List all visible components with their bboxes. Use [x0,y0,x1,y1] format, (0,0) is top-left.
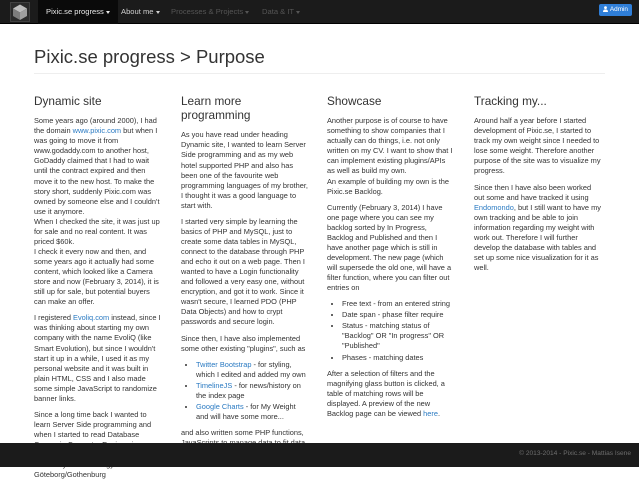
nav-pixic-progress-label: Pixic.se progress [46,7,104,16]
list-item: • Phases - matching dates [342,353,455,363]
list-item: • Free text - from an entered string [342,299,455,309]
link-pixic-com[interactable]: www.pixic.com [72,126,122,136]
user-icon [603,6,608,12]
text: , but I still want to have my own tracking and be able to join information regarding my weight with work out. Therefore I will further develop the database with tables and set up some nice visualization for it as well. [474,202,601,273]
column-tracking [474,94,602,279]
paragraph [327,116,455,197]
link-evoliq[interactable]: Evoliq.com [73,313,110,323]
paragraph: Around half a year before I started development of Pixic.se, I started to track my own weight since I needed to lose some weight. Therefore another purpose of the site was to visualize my progress. [474,116,601,176]
link-endomondo[interactable]: Endomondo [474,202,514,212]
text: Since then I have also been worked out some and have tracked it using [474,182,592,202]
nav-about-me[interactable] [121,0,160,24]
chevron-down-icon [245,11,249,14]
filter-list [342,299,455,362]
page-title: Pixic.se progress > Purpose [34,46,265,67]
column-heading: Learn more programming [181,94,251,123]
text: instead, since I was thinking about starting my own company with the name EvoliQ (like Smart Evolution), but since I wouldn't start it up in a while, I used it as my personal website and it was built in plain HTML, CSS and I also made some simple JavaScript to randomize banner links. [34,313,161,403]
cube-logo-icon[interactable] [10,2,30,22]
list-item [196,402,309,422]
chevron-down-icon [156,11,160,14]
text: . [437,408,441,418]
footer [0,443,639,467]
paragraph [34,313,162,404]
column-showcase [327,94,455,425]
text: Another purpose is of course to have something to show companies that I actually can do things, i.e. not only written on my CV. I want to show that I can implement existing plugins/APIs as well as build my own. [327,116,453,176]
list-item: • Status - matching status of "Backlog" OR "In progress" OR "Published" [342,321,455,351]
text: After a selection of filters and the magnifying glass button is clicked, a table of matching rows will be displayed. A preview of the new Backlog page can be viewed [327,368,445,418]
admin-label: Admin [609,6,628,13]
link-twitter-bootstrap[interactable]: Twitter Bootstrap [196,359,252,369]
title-divider [34,73,605,74]
text: but when I was going to move it from www.godaddy.com to another host, GoDaddy claimed that I had to wait until the contract expired and then move it to the new host. To make the story short, suddenly Pixic.com was owned by someone else and I couldn't use it anymore. [34,126,160,216]
text: When I checked the site, it was just up for sale and no real content. It was priced $60k. [34,216,160,246]
text: - for My Weight and will have some more... [196,401,296,421]
chevron-down-icon [106,11,110,14]
nav-processes-projects[interactable] [171,0,249,24]
link-timelinejs[interactable]: TimelineJS [196,380,233,390]
nav-pixic-progress[interactable] [38,0,118,24]
text: - for news/history on the index page [196,380,301,400]
paragraph: Since then, I have also implemented some other existing "plugins", such as [181,333,306,353]
paragraph: Currently (February 3, 2014) I have one page where you can see my backlog sorted by In Progress, Backlog and Published and then I have another page which is still in development. The new page (which will supersede the old one, will have a filter function, where you can filter out entries on [327,202,452,293]
list-item: • Date span - phase filter require [342,310,455,320]
paragraph [327,369,455,419]
column-heading: Showcase [327,94,382,108]
paragraph: and also written some PHP functions, [181,428,304,437]
column-learn-programming [181,94,309,464]
nav-data-it[interactable] [262,0,300,24]
paragraph: Since a long time back I wanted to learn Server Side programming and when I started to read Database Göteborg/Gothenburg [34,409,152,480]
nav-processes-projects-label: Processes & Projects [171,7,244,16]
nav-data-it-label: Data & IT [262,7,295,16]
text: I check it every now and then, and some years ago it actually had some content, which looked like a Camera store and now (February 3, 2014), it is still up for sale, but potential buyers can make an offer. [34,246,159,307]
column-heading: Dynamic site [34,94,102,108]
text: - for styling, which I edited and added my own [196,359,306,379]
nav-about-me-label: About me [121,7,154,16]
link-google-charts[interactable]: Google Charts [196,401,244,411]
paragraph [34,116,162,307]
admin-button[interactable] [599,4,632,16]
paragraph: As you have read under heading Dynamic site, I wanted to learn Server Side programming and as my web hotel supported PHP and also has been one of the favourite web programming languages of my brother, I thought it was a good language to start with. [181,130,308,210]
footer-copyright: © 2013-2014 - Pixic.se - Mattias Isene [519,450,631,457]
text: An example of building my own is the Pixic.se Backlog. [327,176,450,196]
chevron-down-icon [296,11,300,14]
paragraph [474,183,602,274]
column-heading: Tracking my... [474,94,547,108]
text: I registered [34,313,74,323]
top-navbar [0,0,639,24]
text: Some years ago (around 2000), I had the domain [34,116,157,136]
plugin-list [196,360,309,422]
list-item [196,381,309,401]
list-item [196,360,309,380]
column-dynamic-site [34,94,162,486]
link-backlog-preview[interactable]: here [423,408,438,418]
paragraph: I started very simple by learning the basics of PHP and MySQL, just to create some data tables in MySQL, connect to the database through PHP and echo it out on a web page. Then I wanted to have a Login functionality and followed a very easy one, without encryption, and got it to work. Since it wasn't secure, I learned PDO (PHP Data Objects) and how to crypt passwords and secure login. [181,216,305,327]
